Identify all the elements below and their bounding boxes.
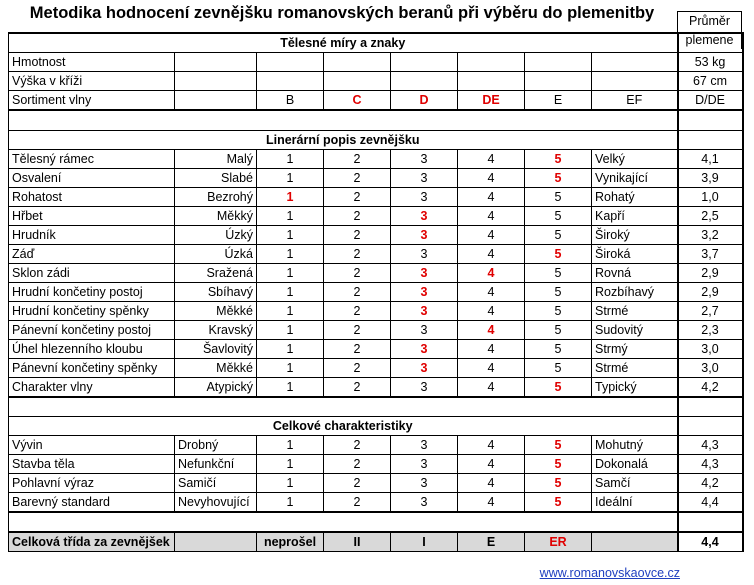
- wool-grade: E: [525, 91, 592, 111]
- overall-row: [9, 455, 743, 474]
- score-3: 3: [391, 149, 458, 168]
- measure-row: [9, 53, 743, 72]
- trait-high-label: Strmé: [592, 301, 678, 320]
- page-title: Metodika hodnocení zevnějšku romanovských beranů při výběru do plemenitby: [29, 4, 655, 22]
- trait-high-label: Kapří: [592, 206, 678, 225]
- score-2: 2: [324, 320, 391, 339]
- spacer-row: [9, 110, 743, 130]
- average-value: 2,3: [678, 320, 743, 339]
- score-3: 3: [391, 493, 458, 513]
- score-4: 4: [458, 493, 525, 513]
- spacer: [9, 397, 678, 417]
- spacer-row: [9, 397, 743, 417]
- section-title-body: Tělesné míry a znaky: [9, 33, 678, 53]
- trait-low-label: Šavlovitý: [175, 339, 257, 358]
- trait-high-label: Široká: [592, 244, 678, 263]
- score-1: 1: [257, 320, 324, 339]
- score-3: 3: [391, 206, 458, 225]
- linear-row: [9, 187, 743, 206]
- score-3: 3: [391, 263, 458, 282]
- linear-row: [9, 244, 743, 263]
- score-2: 2: [324, 244, 391, 263]
- section-header-row: [9, 417, 743, 436]
- score-5: 5: [525, 187, 592, 206]
- section-title-linear: Linerární popis zevnějšku: [9, 130, 678, 149]
- wool-sort-row: [9, 91, 743, 111]
- average-cell: [678, 110, 743, 130]
- score-1: 1: [257, 339, 324, 358]
- score-5: 5: [525, 339, 592, 358]
- score-4: 4: [458, 339, 525, 358]
- score-4: 4: [458, 358, 525, 377]
- trait-low-label: Nevyhovující: [175, 493, 257, 513]
- empty-cell: [257, 72, 324, 91]
- trait-low-label: Atypický: [175, 377, 257, 397]
- score-2: 2: [324, 149, 391, 168]
- average-value: 4,4: [678, 493, 743, 513]
- score-1: 1: [257, 436, 324, 455]
- score-4: 4: [458, 263, 525, 282]
- score-2: 2: [324, 263, 391, 282]
- overall-row: [9, 474, 743, 493]
- average-value: 3,0: [678, 339, 743, 358]
- trait-high-label: Samčí: [592, 474, 678, 493]
- average-value: 2,5: [678, 206, 743, 225]
- score-4: 4: [458, 206, 525, 225]
- average-cell: [678, 33, 743, 53]
- wool-grade: DE: [458, 91, 525, 111]
- average-value: D/DE: [678, 91, 743, 111]
- score-4: 4: [458, 168, 525, 187]
- trait-high-label: Rovná: [592, 263, 678, 282]
- empty-cell: [525, 72, 592, 91]
- linear-row: [9, 320, 743, 339]
- wool-grade: B: [257, 91, 324, 111]
- score-4: 4: [458, 474, 525, 493]
- trait-low-label: Drobný: [175, 436, 257, 455]
- empty-cell: [324, 72, 391, 91]
- empty-cell: [592, 53, 678, 72]
- score-3: 3: [391, 282, 458, 301]
- trait-high-label: Rozbíhavý: [592, 282, 678, 301]
- trait-low-label: Nefunkční: [175, 455, 257, 474]
- score-4: 4: [458, 187, 525, 206]
- trait-low-label: Měkké: [175, 301, 257, 320]
- trait-name: Pohlavní výraz: [9, 474, 175, 493]
- empty-cell: [175, 532, 257, 552]
- spacer: [9, 110, 678, 130]
- score-2: 2: [324, 377, 391, 397]
- trait-name: Záď: [9, 244, 175, 263]
- linear-row: [9, 149, 743, 168]
- section-header-row: [9, 33, 743, 53]
- empty-cell: [592, 532, 678, 552]
- trait-low-label: Kravský: [175, 320, 257, 339]
- wool-grade: C: [324, 91, 391, 111]
- trait-low-label: Měkké: [175, 358, 257, 377]
- empty-cell: [175, 53, 257, 72]
- score-1: 1: [257, 263, 324, 282]
- section-title-overall: Celkové charakteristiky: [9, 417, 678, 436]
- total-label: Celková třída za zevnějšek: [9, 532, 175, 552]
- average-value: 4,3: [678, 455, 743, 474]
- score-5: 5: [525, 455, 592, 474]
- score-1: 1: [257, 301, 324, 320]
- empty-cell: [175, 91, 257, 111]
- score-3: 3: [391, 377, 458, 397]
- empty-cell: [324, 53, 391, 72]
- average-value: 53 kg: [678, 53, 743, 72]
- trait-name: Hrudní končetiny spěnky: [9, 301, 175, 320]
- trait-low-label: Bezrohý: [175, 187, 257, 206]
- class-grade: ER: [525, 532, 592, 552]
- spacer-row: [9, 512, 743, 532]
- empty-cell: [458, 72, 525, 91]
- empty-cell: [391, 53, 458, 72]
- score-2: 2: [324, 282, 391, 301]
- evaluation-table: [8, 32, 744, 552]
- score-1: 1: [257, 493, 324, 513]
- trait-low-label: Sražená: [175, 263, 257, 282]
- trait-name: Rohatost: [9, 187, 175, 206]
- average-value: 4,3: [678, 436, 743, 455]
- wool-grade: D: [391, 91, 458, 111]
- trait-name: Barevný standard: [9, 493, 175, 513]
- score-5: 5: [525, 282, 592, 301]
- score-1: 1: [257, 149, 324, 168]
- class-grade: I: [391, 532, 458, 552]
- trait-name: Hrudník: [9, 225, 175, 244]
- average-header-line2: plemene: [685, 33, 734, 47]
- score-4: 4: [458, 455, 525, 474]
- trait-low-label: Slabé: [175, 168, 257, 187]
- average-value: 2,9: [678, 282, 743, 301]
- score-4: 4: [458, 149, 525, 168]
- trait-high-label: Velký: [592, 149, 678, 168]
- average-value: 3,9: [678, 168, 743, 187]
- score-1: 1: [257, 168, 324, 187]
- trait-name: Hřbet: [9, 206, 175, 225]
- score-5: 5: [525, 493, 592, 513]
- linear-row: [9, 358, 743, 377]
- score-4: 4: [458, 244, 525, 263]
- score-5: 5: [525, 149, 592, 168]
- average-cell: [678, 397, 743, 417]
- trait-name: Stavba těla: [9, 455, 175, 474]
- score-5: 5: [525, 225, 592, 244]
- score-4: 4: [458, 225, 525, 244]
- trait-name: Pánevní končetiny spěnky: [9, 358, 175, 377]
- trait-name: Osvalení: [9, 168, 175, 187]
- trait-low-label: Úzký: [175, 225, 257, 244]
- average-value: 4,2: [678, 377, 743, 397]
- wool-grade: EF: [592, 91, 678, 111]
- empty-cell: [391, 72, 458, 91]
- average-value: 2,7: [678, 301, 743, 320]
- class-grade: E: [458, 532, 525, 552]
- score-2: 2: [324, 339, 391, 358]
- class-grade: II: [324, 532, 391, 552]
- trait-low-label: Malý: [175, 149, 257, 168]
- trait-low-label: Samičí: [175, 474, 257, 493]
- score-1: 1: [257, 474, 324, 493]
- empty-cell: [525, 53, 592, 72]
- score-3: 3: [391, 358, 458, 377]
- linear-row: [9, 339, 743, 358]
- average-value: 3,7: [678, 244, 743, 263]
- trait-high-label: Široký: [592, 225, 678, 244]
- score-5: 5: [525, 244, 592, 263]
- score-3: 3: [391, 474, 458, 493]
- trait-name: Hmotnost: [9, 53, 175, 72]
- score-2: 2: [324, 358, 391, 377]
- trait-name: Hrudní končetiny postoj: [9, 282, 175, 301]
- trait-name: Výška v kříži: [9, 72, 175, 91]
- overall-row: [9, 436, 743, 455]
- measure-row: [9, 72, 743, 91]
- score-5: 5: [525, 206, 592, 225]
- trait-low-label: Sbíhavý: [175, 282, 257, 301]
- linear-row: [9, 377, 743, 397]
- trait-name: Tělesný rámec: [9, 149, 175, 168]
- score-1: 1: [257, 206, 324, 225]
- trait-high-label: Rohatý: [592, 187, 678, 206]
- average-cell: [678, 512, 743, 532]
- linear-row: [9, 263, 743, 282]
- score-5: 5: [525, 320, 592, 339]
- score-2: 2: [324, 168, 391, 187]
- score-3: 3: [391, 225, 458, 244]
- trait-name: Sklon zádi: [9, 263, 175, 282]
- trait-name: Sortiment vlny: [9, 91, 175, 111]
- linear-row: [9, 206, 743, 225]
- score-1: 1: [257, 358, 324, 377]
- trait-low-label: Úzká: [175, 244, 257, 263]
- trait-name: Úhel hlezenního kloubu: [9, 339, 175, 358]
- score-4: 4: [458, 282, 525, 301]
- average-value: 67 cm: [678, 72, 743, 91]
- trait-high-label: Dokonalá: [592, 455, 678, 474]
- score-3: 3: [391, 187, 458, 206]
- average-value: 1,0: [678, 187, 743, 206]
- section-header-row: [9, 130, 743, 149]
- trait-high-label: Vynikající: [592, 168, 678, 187]
- empty-cell: [257, 53, 324, 72]
- score-4: 4: [458, 301, 525, 320]
- score-1: 1: [257, 455, 324, 474]
- score-3: 3: [391, 301, 458, 320]
- score-4: 4: [458, 320, 525, 339]
- empty-cell: [458, 53, 525, 72]
- trait-name: Vývin: [9, 436, 175, 455]
- trait-name: Pánevní končetiny postoj: [9, 320, 175, 339]
- score-1: 1: [257, 225, 324, 244]
- score-5: 5: [525, 436, 592, 455]
- average-header-line1: Průměr: [689, 14, 730, 28]
- score-3: 3: [391, 455, 458, 474]
- score-5: 5: [525, 263, 592, 282]
- linear-row: [9, 168, 743, 187]
- website-link[interactable]: www.romanovskaovce.cz: [539, 566, 680, 580]
- trait-high-label: Strmý: [592, 339, 678, 358]
- score-3: 3: [391, 244, 458, 263]
- score-2: 2: [324, 187, 391, 206]
- score-3: 3: [391, 320, 458, 339]
- average-value: 3,0: [678, 358, 743, 377]
- trait-name: Charakter vlny: [9, 377, 175, 397]
- score-2: 2: [324, 436, 391, 455]
- score-5: 5: [525, 301, 592, 320]
- trait-high-label: Ideální: [592, 493, 678, 513]
- score-1: 1: [257, 282, 324, 301]
- average-value: 2,9: [678, 263, 743, 282]
- trait-high-label: Typický: [592, 377, 678, 397]
- score-3: 3: [391, 436, 458, 455]
- score-1: 1: [257, 244, 324, 263]
- score-5: 5: [525, 377, 592, 397]
- score-1: 1: [257, 377, 324, 397]
- score-3: 3: [391, 339, 458, 358]
- score-5: 5: [525, 168, 592, 187]
- score-3: 3: [391, 168, 458, 187]
- trait-high-label: Mohutný: [592, 436, 678, 455]
- score-5: 5: [525, 474, 592, 493]
- linear-row: [9, 301, 743, 320]
- score-2: 2: [324, 474, 391, 493]
- trait-high-label: Sudovitý: [592, 320, 678, 339]
- overall-row: [9, 493, 743, 513]
- score-2: 2: [324, 493, 391, 513]
- average-cell: [678, 417, 743, 436]
- score-2: 2: [324, 225, 391, 244]
- total-average-value: 4,4: [678, 532, 743, 552]
- empty-cell: [175, 72, 257, 91]
- average-value: 3,2: [678, 225, 743, 244]
- empty-cell: [592, 72, 678, 91]
- average-value: 4,2: [678, 474, 743, 493]
- spacer: [9, 512, 678, 532]
- score-5: 5: [525, 358, 592, 377]
- average-value: 4,1: [678, 149, 743, 168]
- average-cell: [678, 130, 743, 149]
- class-grade: neprošel: [257, 532, 324, 552]
- score-2: 2: [324, 301, 391, 320]
- trait-high-label: Strmé: [592, 358, 678, 377]
- score-1: 1: [257, 187, 324, 206]
- score-2: 2: [324, 206, 391, 225]
- linear-row: [9, 225, 743, 244]
- trait-low-label: Měkký: [175, 206, 257, 225]
- score-4: 4: [458, 436, 525, 455]
- total-row: [9, 532, 743, 552]
- score-2: 2: [324, 455, 391, 474]
- linear-row: [9, 282, 743, 301]
- score-4: 4: [458, 377, 525, 397]
